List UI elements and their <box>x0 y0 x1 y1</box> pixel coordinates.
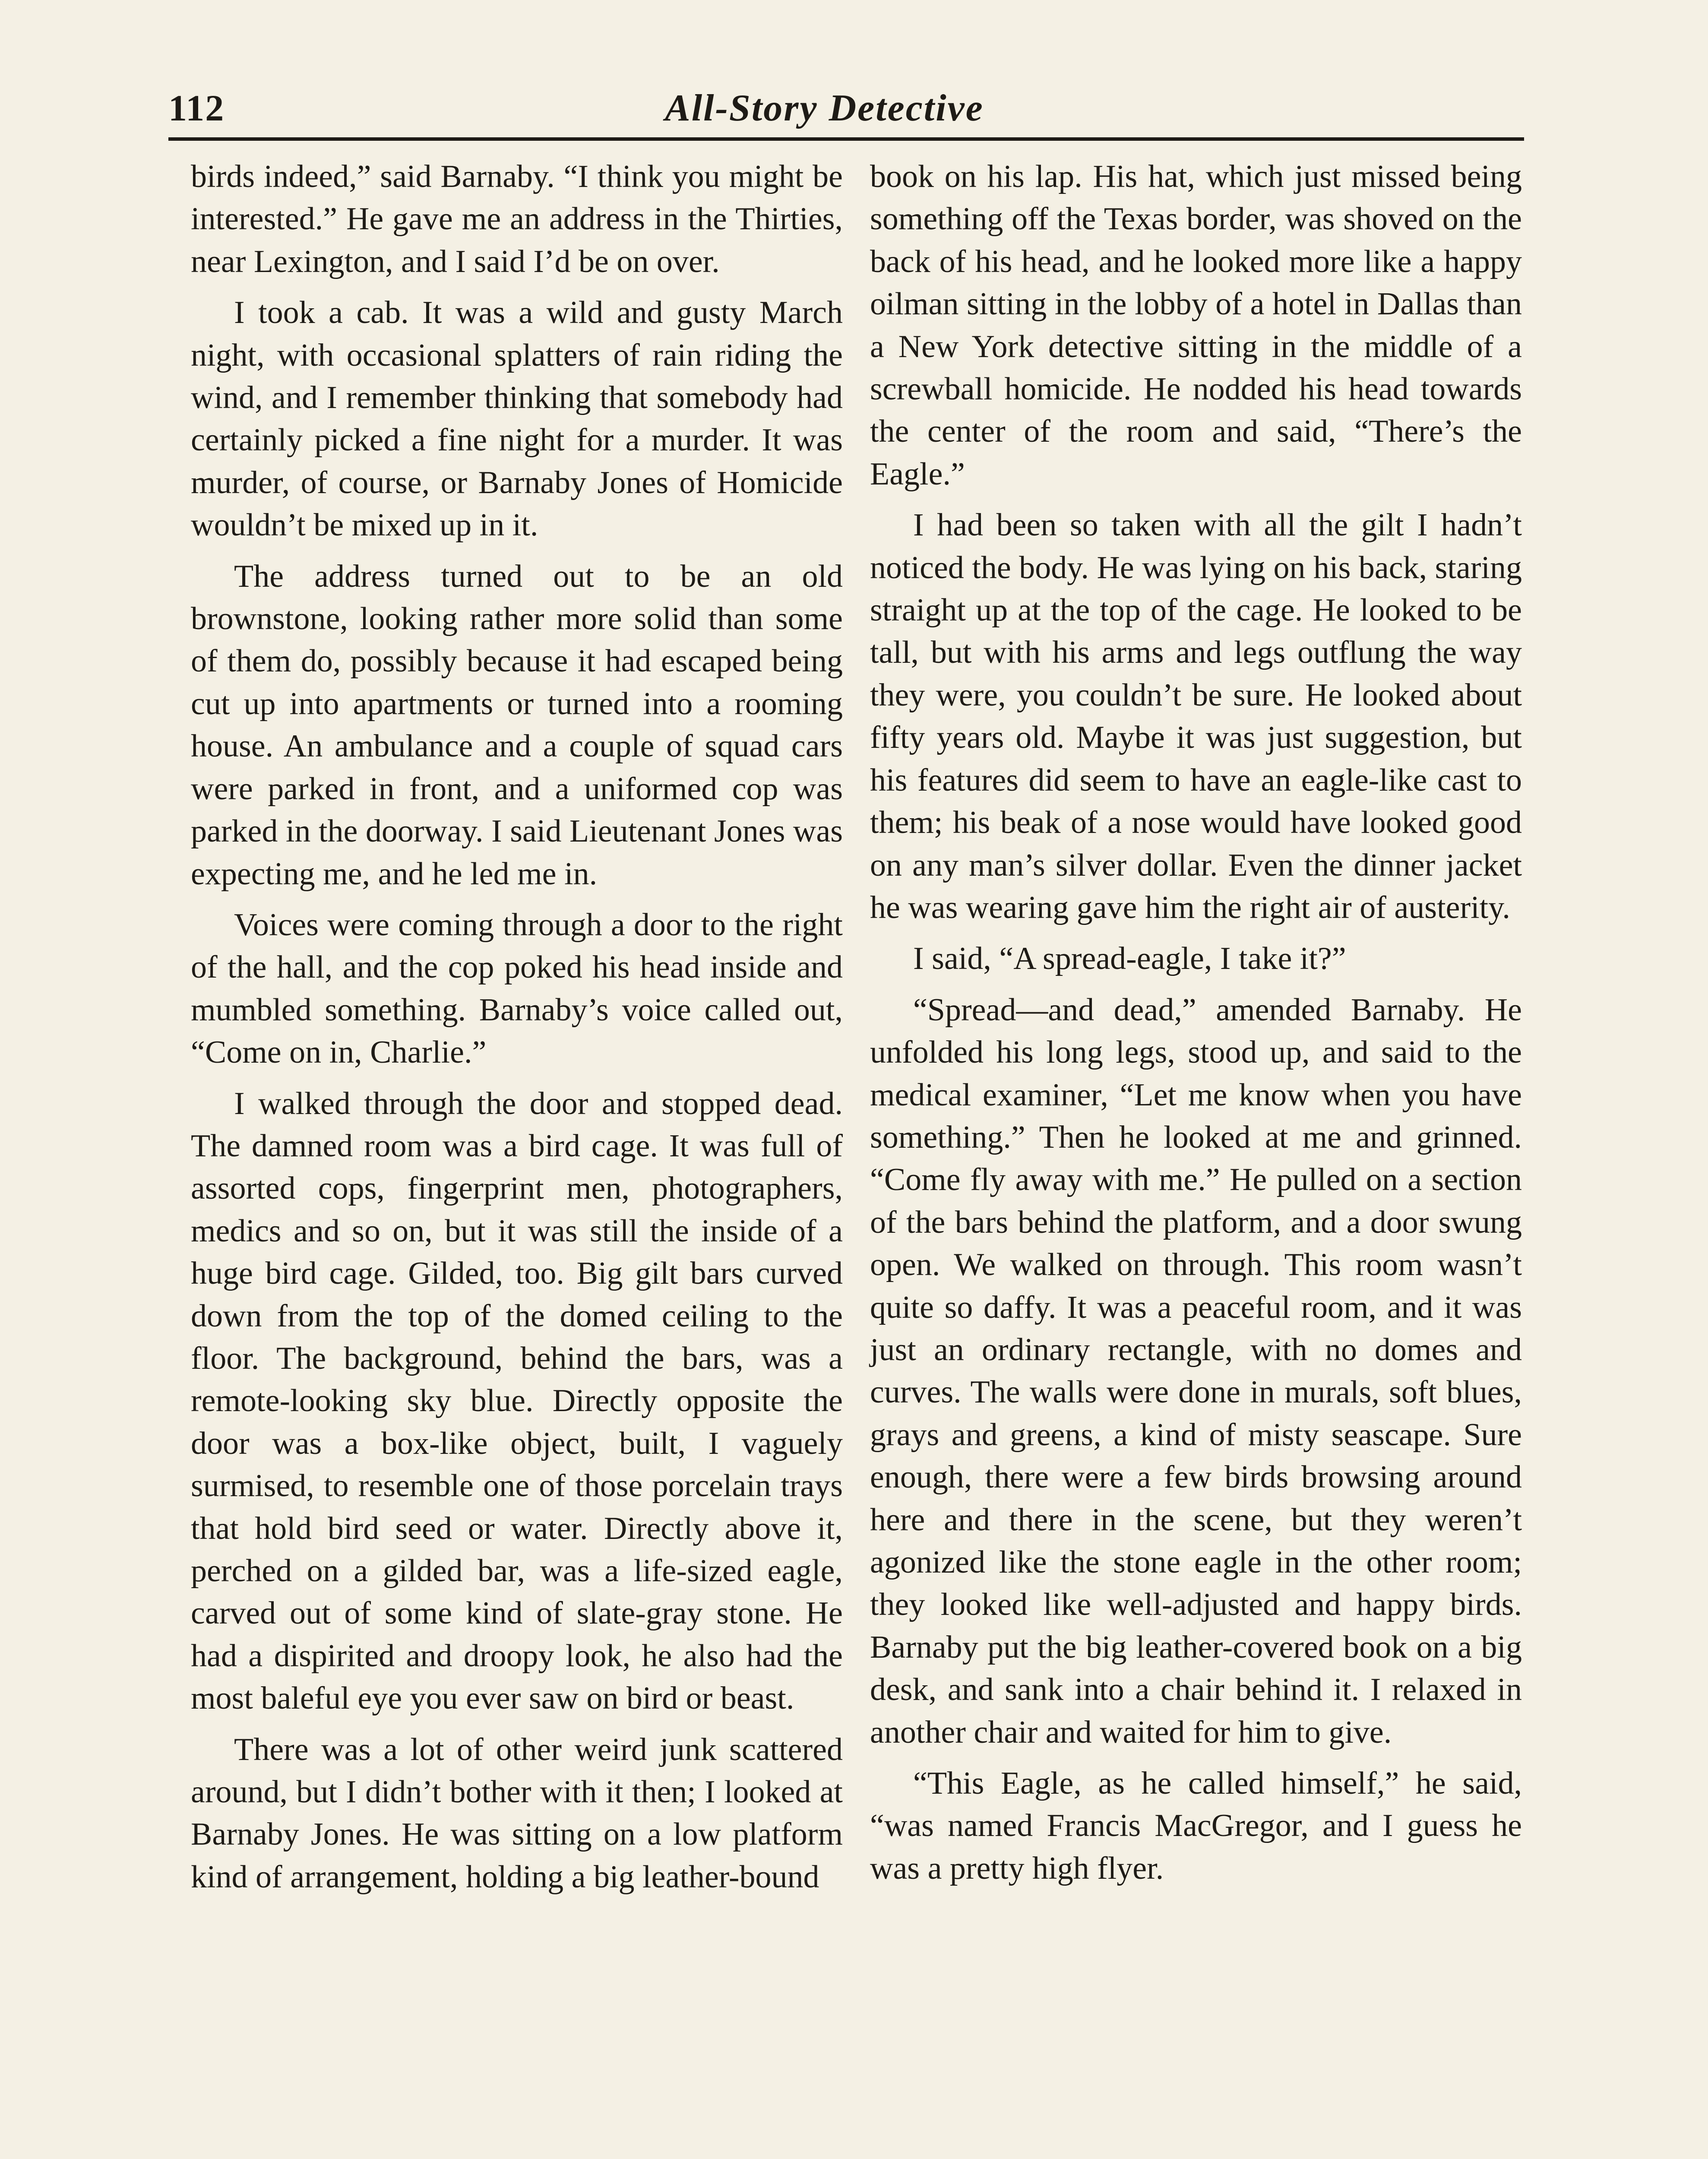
header-rule <box>168 137 1524 141</box>
paragraph: I took a cab. It was a wild and gusty March night, with occasional splatters of rain riding the wind, and I remember thinking that somebody had certainly picked a fine night for a murder. It was murder, of course, or Barnaby Jones of Homicide wouldn’t be mixed up in it. <box>191 295 843 543</box>
paragraph: I had been so taken with all the gilt I hadn’t noticed the body. He was lying on his back, staring straight up at the top of the cage. He looked to be tall, but with his arms and legs outflung the way they were, you couldn’t be sure. He looked about fifty years old. Maybe it was just suggestion, but his features did seem to have an eagle-like cast to them; his beak of a nose would have looked good on any man’s silver dollar. Even the dinner jacket he was wearing gave him the right air of austerity. <box>870 507 1522 925</box>
paragraph: I walked through the door and stopped dead. The damned room was a bird cage. It was full of assorted cops, fingerprint men, photographers, medics and so on, but it was still the inside of a huge bird cage. Gilded, too. Big gilt bars curved down from the top of the domed ceiling to the floor. The background, behind the bars, was a remote-looking sky blue. Directly opposite the door was a box-like object, built, I vaguely surmised, to resemble one of those porcelain trays that hold bird seed or water. Directly above it, perched on a gilded bar, was a life-sized eagle, carved out of some kind of slate-gray stone. He had a dispirited and droopy look, he also had the most baleful eye you ever saw on bird or beast. <box>191 1086 843 1716</box>
paragraph: book on his lap. His hat, which just missed being something off the Texas border, was shoved on the back of his head, and he looked more like a happy oilman sitting in the lobby of a hotel in Dallas than a New York detective sitting in the middle of a screwball homicide. He nodded his head towards the center of the room and said, “There’s the Eagle.” <box>870 159 1522 492</box>
page-number: 112 <box>168 87 225 129</box>
paragraph: I said, “A spread-eagle, I take it?” <box>913 941 1346 977</box>
publication-title: All-Story Detective <box>665 87 984 129</box>
paragraph: The address turned out to be an old brownstone, looking rather more solid than some of them do, possibly because it had escaped being cut up into apartments or turned into a rooming house. An ambulance and a couple of squad cars were parked in front, and a uniformed cop was parked in the doorway. I said Lieutenant Jones was expecting me, and he led me in. <box>191 558 843 892</box>
paragraph: Voices were coming through a door to the right of the hall, and the cop poked his head inside and mumbled something. Barnaby’s voice called out, “Come on in, Charlie.” <box>191 907 843 1070</box>
paragraph: “Spread—and dead,” amended Barnaby. He unfolded his long legs, stood up, and said to the medical examiner, “Let me know when you have something.” Then he looked at me and grinned. “Come fly away with me.” He pulled on a section of the bars behind the platform, and a door swung open. We walked on through. This room wasn’t quite so daffy. It was a peaceful room, and it was just an ordinary rectangle, with no domes and curves. The walls were done in murals, soft blues, grays and greens, a kind of misty seascape. Sure enough, there were a few birds browsing around here and there in the scene, but they weren’t agonized like the stone eagle in the other room; they looked like well-adjusted and happy birds. Barnaby put the big leather-covered book on a big desk, and sank into a chair behind it. I relaxed in another chair and waited for him to give. <box>870 992 1522 1750</box>
paragraph: “This Eagle, as he called himself,” he said, “was named Francis MacGregor, and I guess he was a pretty high flyer. <box>870 1766 1522 1886</box>
running-header <box>168 86 1524 151</box>
paragraph: birds indeed,” said Barnaby. “I think you might be interested.” He gave me an address in the Thirties, near Lexington, and I said I’d be on over. <box>191 159 843 279</box>
right-column <box>870 155 1522 1898</box>
paragraph: There was a lot of other weird junk scattered around, but I didn’t bother with it then; I looked at Barnaby Jones. He was sitting on a low platform kind of arrangement, holding a big leather-bound <box>191 1732 843 1895</box>
left-column <box>191 155 843 1907</box>
